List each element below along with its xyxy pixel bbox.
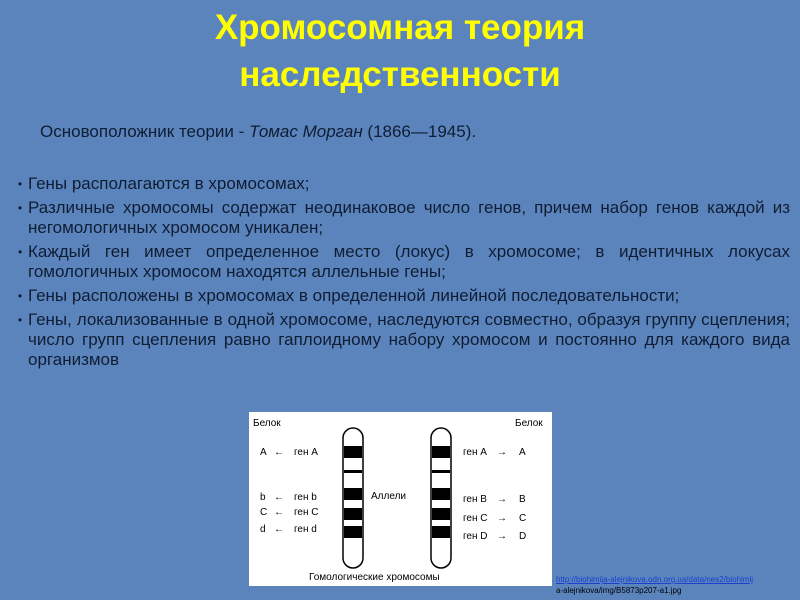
- title-line-1: Хромосомная теория: [214, 8, 586, 47]
- bullet-item: • Гены расположены в хромосомах в определенной линейной последовательности;: [22, 286, 790, 306]
- right-gene: ген B: [463, 494, 487, 505]
- title-line-2: наследственности: [239, 55, 561, 94]
- page-title: [0, 4, 800, 98]
- left-protein: d: [260, 524, 266, 535]
- protein-label-left: Белок: [253, 418, 281, 429]
- left-gene: ген d: [294, 524, 317, 535]
- right-protein: A: [519, 447, 526, 458]
- homologous-chromosomes-figure: [249, 412, 552, 586]
- left-arrow: ←: [274, 447, 284, 458]
- right-protein: D: [519, 531, 527, 542]
- right-chromosome: [431, 428, 451, 568]
- left-arrow: ←: [274, 507, 284, 518]
- left-protein: C: [260, 507, 268, 518]
- founder-name: Томас Морган: [249, 122, 363, 141]
- right-gene: ген A: [463, 447, 487, 458]
- right-arrow: →: [497, 531, 507, 542]
- right-arrow: →: [497, 513, 507, 524]
- left-arrow: ←: [274, 492, 284, 503]
- bullet-item: • Различные хромосомы содержат неодинаковое число генов, причем набор генов каждой из негомологичных хромосом уникален;: [22, 198, 790, 238]
- right-arrow: →: [497, 447, 507, 458]
- left-arrow: ←: [274, 524, 284, 535]
- left-gene: ген C: [294, 507, 319, 518]
- bullet-item: • Гены, локализованные в одной хромосоме, наследуются совместно, образуя группу сцепления; число групп сцепления равно гаплоидному набору хромосом и постоянно для каждого вида организмов: [22, 310, 790, 370]
- bullet-item: • Каждый ген имеет определенное место (локус) в хромосоме; в идентичных локусах гомологичных хромосом находятся аллельные гены;: [22, 242, 790, 282]
- right-gene: ген D: [463, 531, 488, 542]
- image-source: [556, 574, 796, 596]
- bullet-item: • Гены располагаются в хромосомах;: [22, 174, 790, 194]
- right-protein: B: [519, 494, 526, 505]
- source-link-rest: a-alejnikova/img/B5873p207-a1.jpg: [556, 586, 682, 595]
- founder-line: [40, 122, 476, 142]
- founder-prefix: Основоположник теории -: [40, 122, 249, 141]
- right-protein: C: [519, 513, 527, 524]
- chromosome-diagram: [249, 412, 552, 586]
- source-link[interactable]: http://biohimija-alejnikova.odn.org.ua/data/nes2/biohimij: [556, 575, 754, 584]
- figure-caption: Гомологические хромосомы: [309, 572, 440, 583]
- right-arrow: →: [497, 494, 507, 505]
- left-chromosome: [343, 428, 363, 568]
- theory-bullet-list: [22, 174, 790, 374]
- founder-years: (1866—1945).: [362, 122, 477, 141]
- left-gene: ген b: [294, 492, 317, 503]
- right-gene: ген C: [463, 513, 488, 524]
- alleles-label: Аллели: [371, 491, 406, 502]
- left-protein: b: [260, 492, 266, 503]
- left-protein: A: [260, 447, 267, 458]
- left-gene: ген A: [294, 447, 318, 458]
- protein-label-right: Белок: [515, 418, 543, 429]
